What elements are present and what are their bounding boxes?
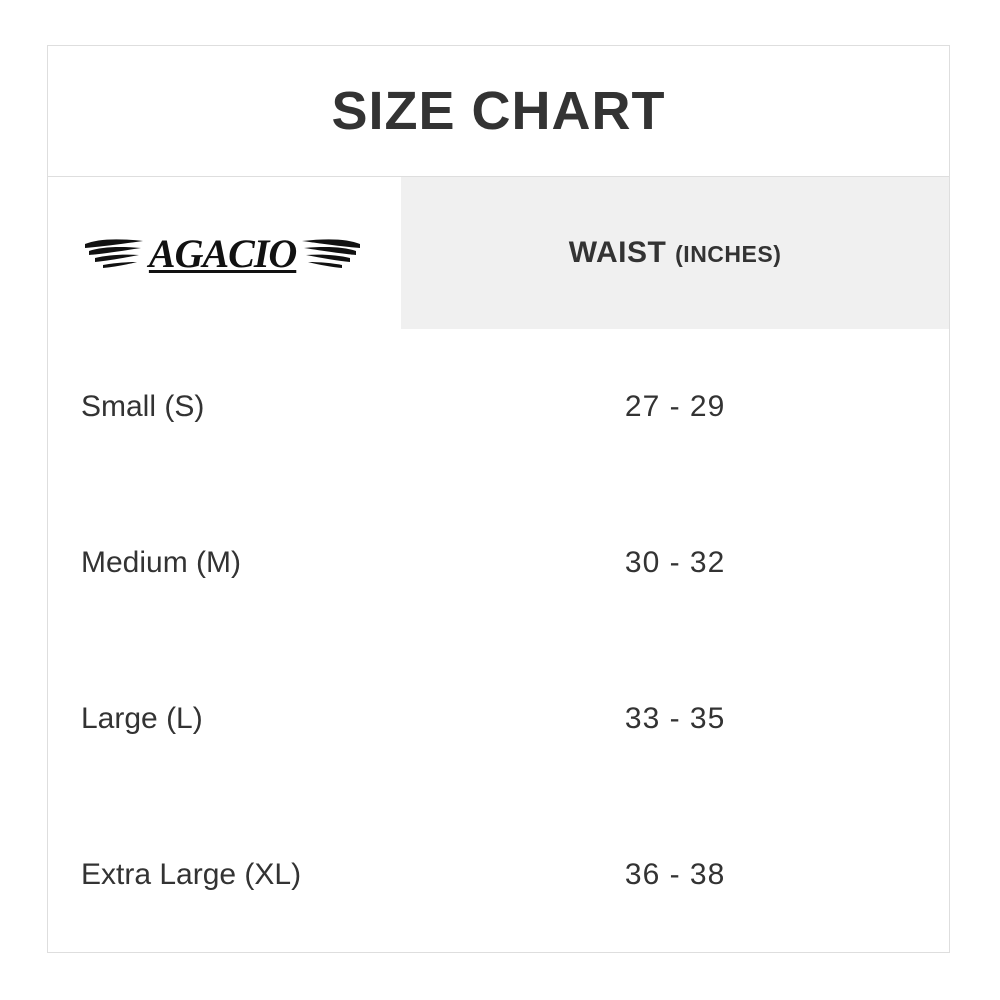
table-header [48, 177, 949, 329]
waist-header-unit: (INCHES) [675, 241, 782, 267]
size-chart-table [48, 177, 949, 953]
size-label: Medium (M) [81, 546, 242, 579]
page-title: SIZE CHART [331, 81, 666, 141]
table-row [48, 329, 949, 485]
wing-left-icon [83, 236, 145, 270]
table-row [48, 641, 949, 797]
size-label: Large (L) [81, 702, 203, 735]
brand-logo-cell [48, 177, 401, 329]
table-row [48, 485, 949, 641]
size-label: Extra Large (XL) [81, 858, 302, 891]
agacio-logo [83, 230, 362, 277]
waist-header-label: WAIST [568, 236, 676, 269]
waist-value: 33 - 35 [624, 702, 726, 735]
table-row [48, 797, 949, 953]
waist-value: 30 - 32 [624, 546, 726, 579]
brand-wordmark: AGACIO [148, 230, 297, 276]
chart-title-row [48, 46, 949, 177]
waist-column-header [401, 177, 949, 329]
table-body [48, 329, 949, 953]
waist-value: 27 - 29 [624, 390, 726, 423]
wing-right-icon [300, 236, 362, 270]
size-chart-container [47, 45, 950, 953]
waist-value: 36 - 38 [624, 858, 726, 891]
table-header-row [48, 177, 949, 329]
size-label: Small (S) [81, 390, 205, 423]
